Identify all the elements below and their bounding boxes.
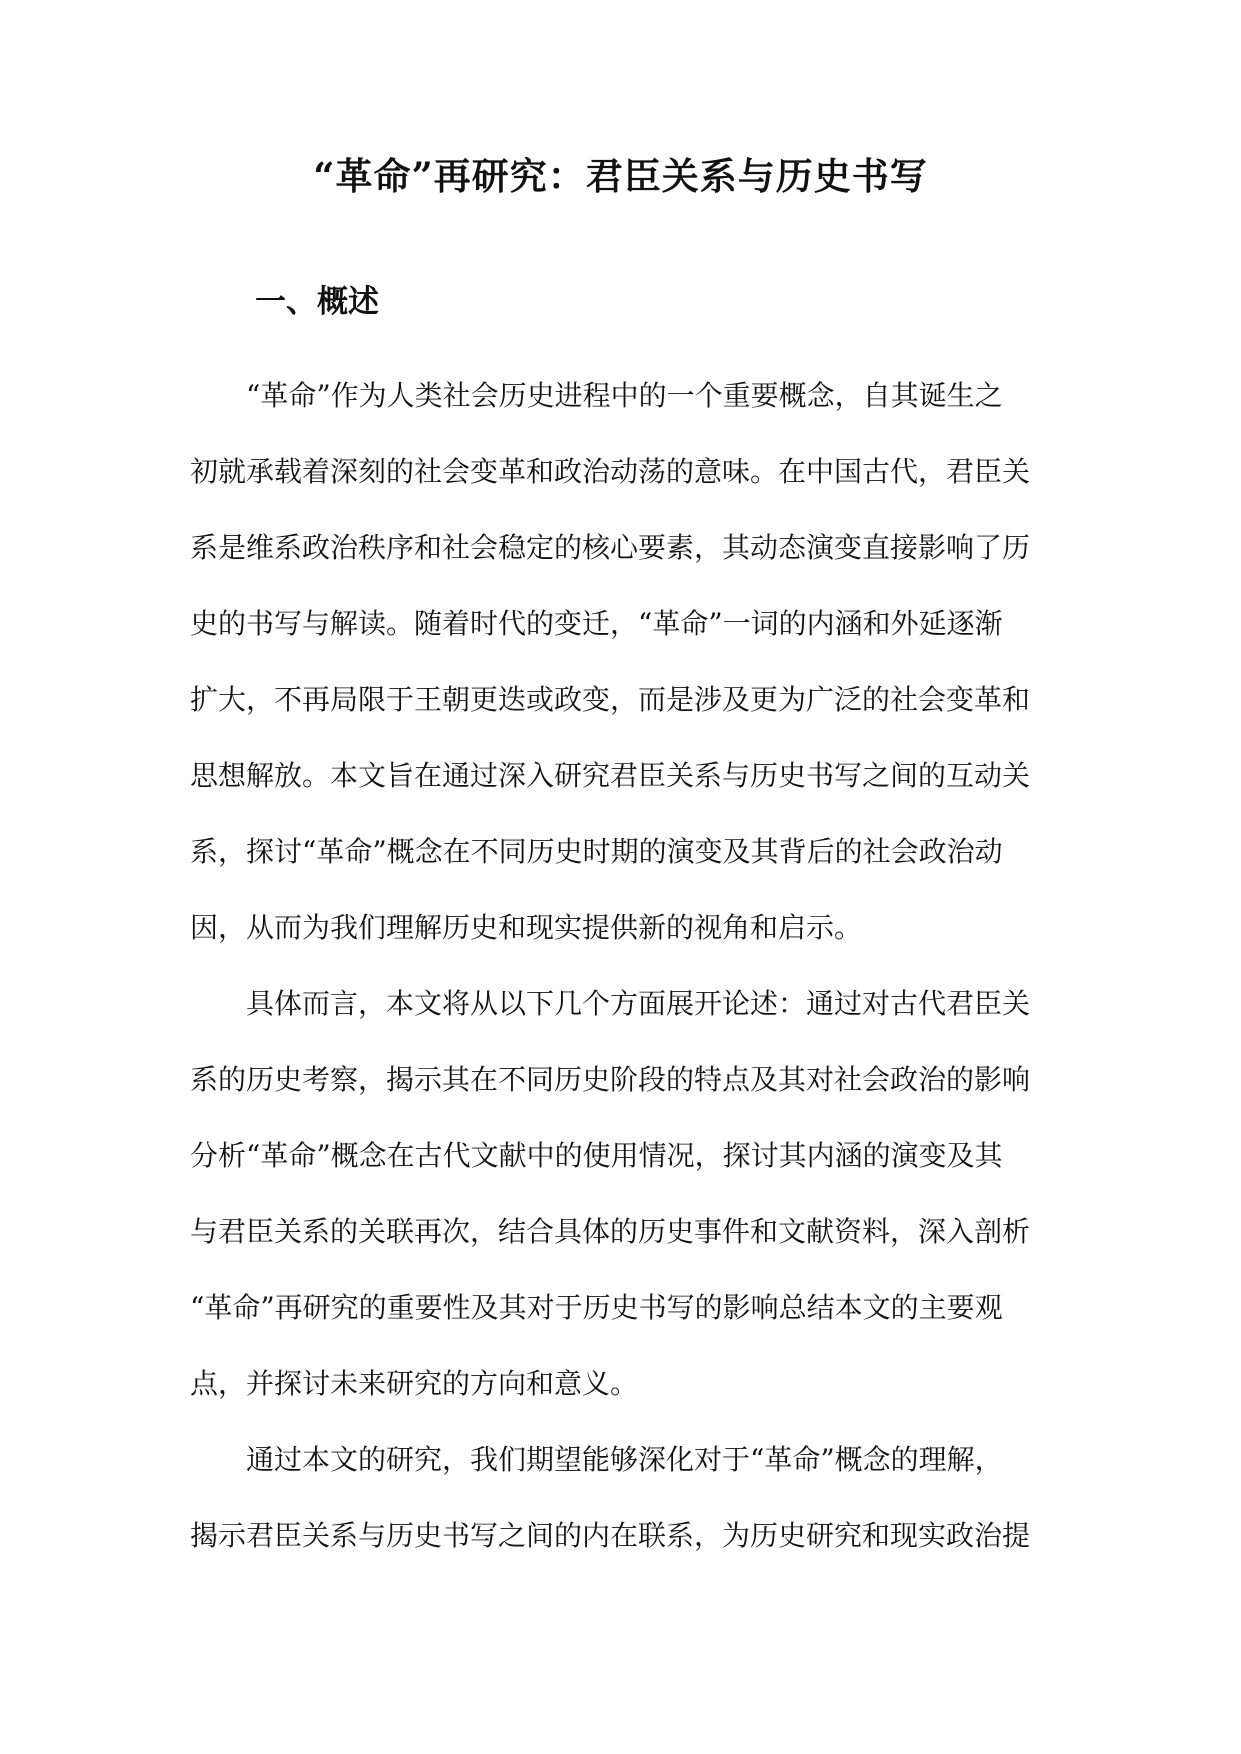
paragraph-line: “革命”再研究的重要性及其对于历史书写的影响总结本文的主要观: [190, 1291, 1003, 1324]
paragraph-line: 点，并探讨未来研究的方向和意义。: [190, 1367, 639, 1400]
paragraph-3: [190, 1422, 1052, 1574]
paragraph-line: 系的历史考察，揭示其在不同历史阶段的特点及其对社会政治的影响: [190, 1063, 1031, 1096]
paragraph-line: 系，探讨“革命”概念在不同历史时期的演变及其背后的社会政治动: [190, 835, 1003, 868]
paragraph-line: 分析“革命”概念在古代文献中的使用情况，探讨其内涵的演变及其: [190, 1139, 1003, 1172]
paragraph-line: 与君臣关系的关联再次，结合具体的历史事件和文献资料，深入剖析: [190, 1215, 1031, 1248]
paragraph-line: 因，从而为我们理解历史和现实提供新的视角和启示。: [190, 911, 863, 944]
paragraph-line: 通过本文的研究，我们期望能够深化对于“革命”概念的理解，: [246, 1443, 1003, 1476]
paragraph-line: “革命”作为人类社会历史进程中的一个重要概念，自其诞生之: [246, 379, 1003, 412]
paragraph-line: 初就承载着深刻的社会变革和政治动荡的意味。在中国古代，君臣关: [190, 455, 1031, 488]
paragraph-line: 揭示君臣关系与历史书写之间的内在联系，为历史研究和现实政治提: [190, 1519, 1031, 1552]
paragraph-line: 史的书写与解读。随着时代的变迁，“革命”一词的内涵和外延逐渐: [190, 607, 1003, 640]
paragraph-line: 思想解放。本文旨在通过深入研究君臣关系与历史书写之间的互动关: [190, 759, 1031, 792]
section-heading: 一、概述: [255, 284, 379, 320]
paragraph-line: 扩大，不再局限于王朝更迭或政变，而是涉及更为广泛的社会变革和: [190, 683, 1031, 716]
paragraph-line: 具体而言，本文将从以下几个方面展开论述：通过对古代君臣关: [246, 987, 1031, 1020]
paragraph-line: 系是维系政治秩序和社会稳定的核心要素，其动态演变直接影响了历: [190, 531, 1031, 564]
paragraph-1: [190, 358, 1052, 966]
paragraph-2: [190, 966, 1052, 1422]
document-title: “革命”再研究：君臣关系与历史书写: [313, 154, 928, 198]
